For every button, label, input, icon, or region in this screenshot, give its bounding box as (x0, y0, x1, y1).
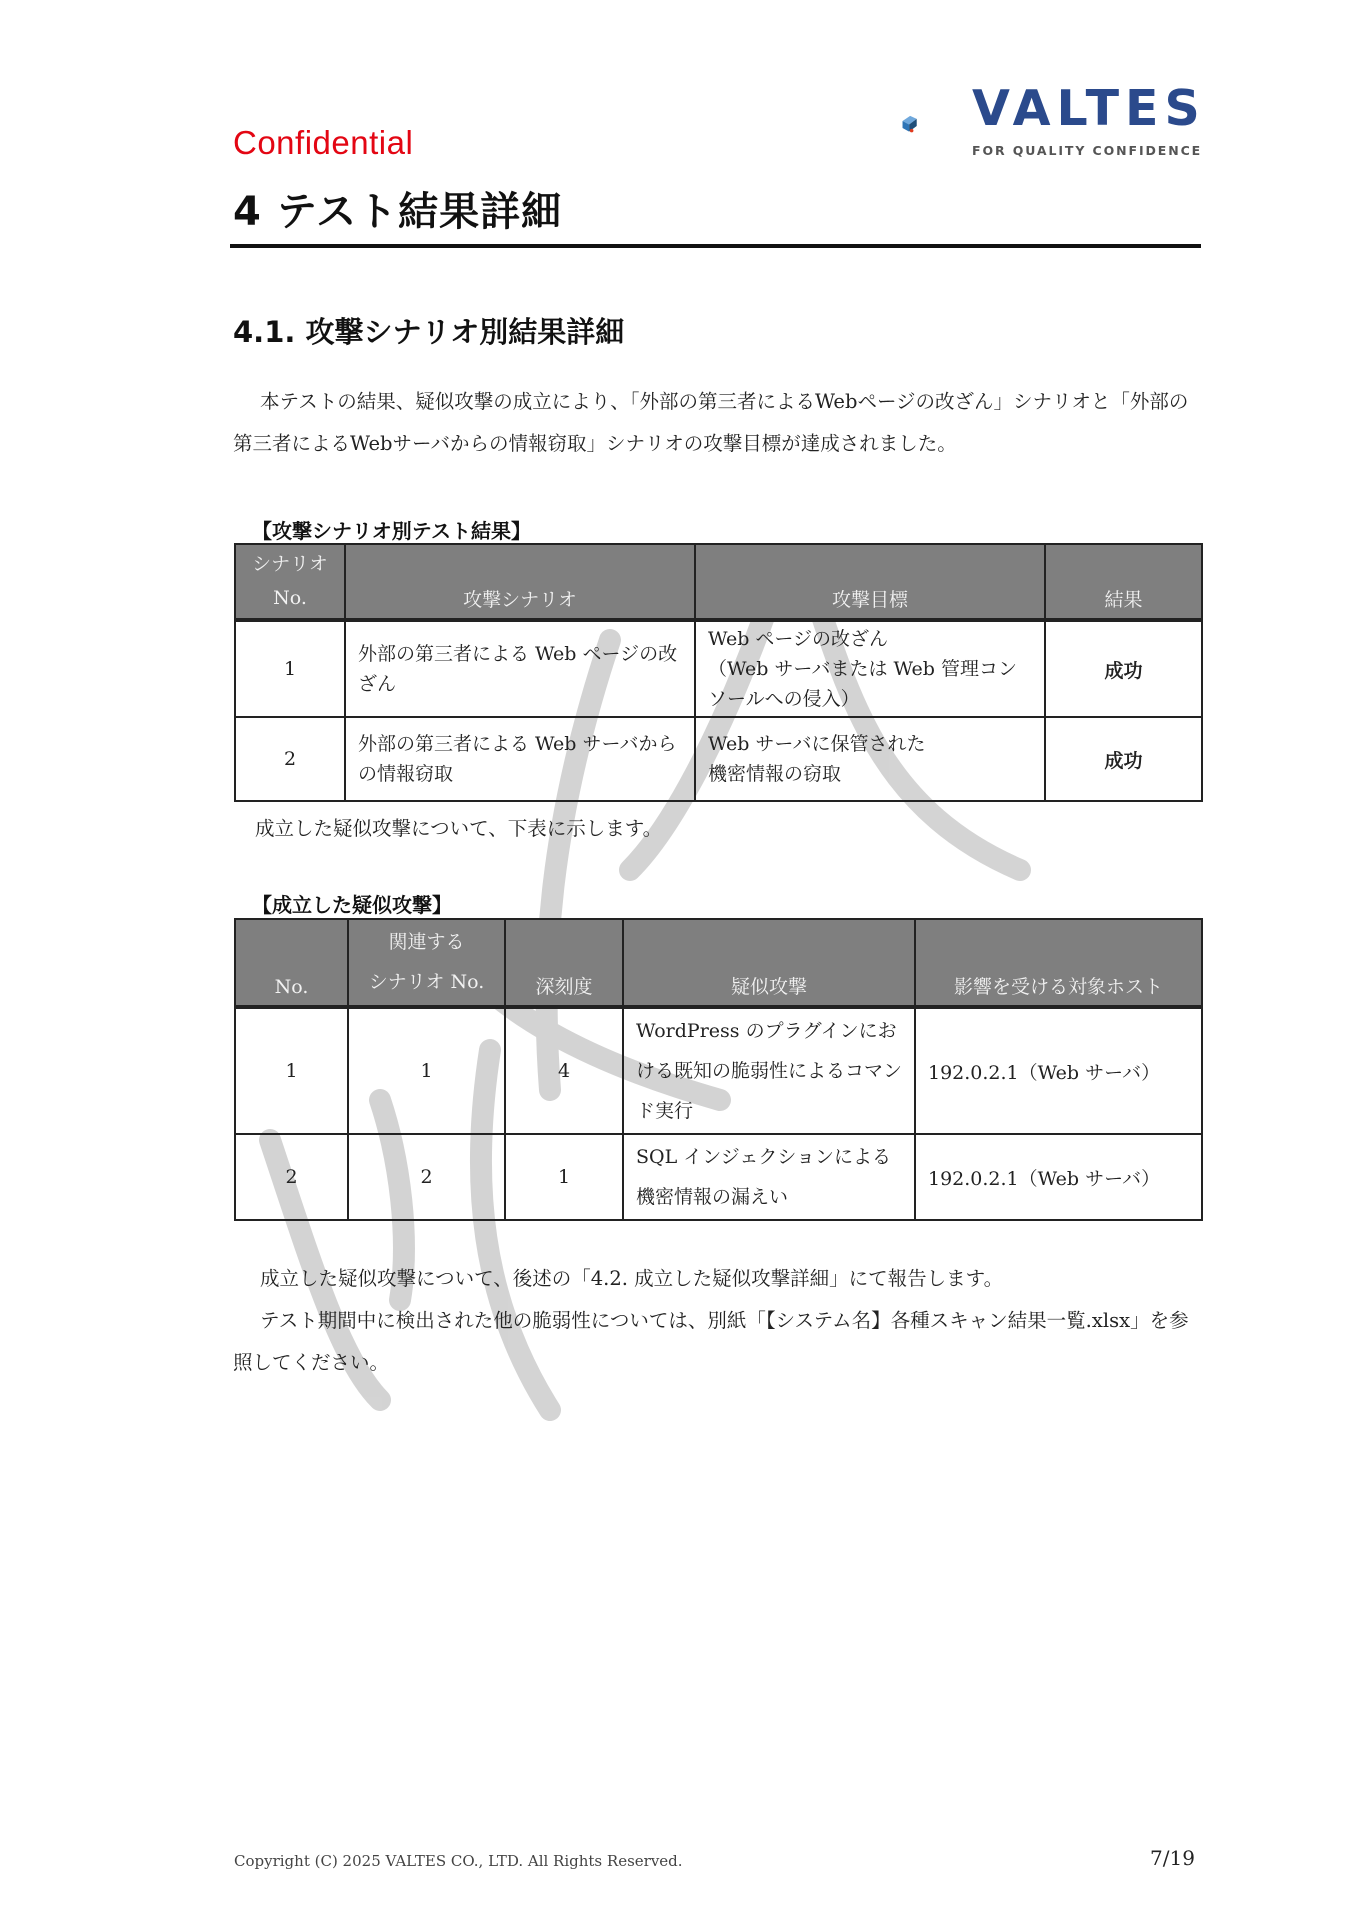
table-row (235, 1007, 1202, 1134)
severity-cell: 1 (505, 1134, 623, 1220)
logo-tagline: FOR QUALITY CONFIDENCE (972, 143, 1203, 158)
table-row (235, 620, 1202, 717)
header-rule (230, 244, 1201, 248)
attack-table-caption: 【成立した疑似攻撃】 (252, 893, 452, 917)
attack-no-cell: 1 (235, 1007, 348, 1134)
scenario-results-table (234, 543, 1203, 802)
header-no: No. (235, 919, 348, 1007)
table-row (235, 1134, 1202, 1220)
severity-cell: 4 (505, 1007, 623, 1134)
scenario-cell: 外部の第三者による Web サーバからの情報窃取 (345, 717, 695, 801)
scenario-table-caption: 【攻撃シナリオ別テスト結果】 (252, 519, 531, 543)
attack-no-cell: 2 (235, 1134, 348, 1220)
scenario-cell: 外部の第三者による Web ページの改ざん (345, 620, 695, 717)
header-attack: 疑似攻撃 (623, 919, 915, 1007)
closing-paragraph-2: テスト期間中に検出された他の脆弱性については、別紙「【システム名】各種スキャン結果一覧.xlsx」を参照してください。 (233, 1309, 1189, 1374)
page-number: 7/19 (1150, 1846, 1195, 1870)
section-title: 4.1. 攻撃シナリオ別結果詳細 (233, 315, 625, 349)
attack-table (234, 918, 1203, 1221)
header-attack-goal: 攻撃目標 (695, 544, 1045, 620)
attack-cell: SQL インジェクションによる機密情報の漏えい (623, 1134, 915, 1220)
header-target-host: 影響を受ける対象ホスト (915, 919, 1202, 1007)
valtes-logo-icon (900, 84, 976, 164)
attack-cell: WordPress のプラグインにおける既知の脆弱性によるコマンド実行 (623, 1007, 915, 1134)
header-related-scenario: 関連する シナリオ No. (348, 919, 505, 1007)
scenario-no-cell: 1 (235, 620, 345, 717)
mid-text: 成立した疑似攻撃について、下表に示します。 (255, 817, 663, 840)
closing-paragraph-1: 成立した疑似攻撃について、後述の「4.2. 成立した疑似攻撃詳細」にて報告します。 (260, 1267, 1004, 1290)
chapter-title: 4 テスト結果詳細 (233, 189, 563, 235)
target-host-cell: 192.0.2.1（Web サーバ） (915, 1007, 1202, 1134)
header-attack-scenario: 攻撃シナリオ (345, 544, 695, 620)
result-cell: 成功 (1045, 620, 1202, 717)
intro-paragraph: 本テストの結果、疑似攻撃の成立により、「外部の第三者によるWebページの改ざん」シナリオと「外部の第三者によるWebサーバからの情報窃取」シナリオの攻撃目標が達成されました。 (233, 390, 1189, 455)
target-host-cell: 192.0.2.1（Web サーバ） (915, 1134, 1202, 1220)
related-scenario-cell: 1 (348, 1007, 505, 1134)
logo-wordmark: VALTES (972, 80, 1206, 137)
scenario-no-cell: 2 (235, 717, 345, 801)
copyright: Copyright (C) 2025 VALTES CO., LTD. All Rights Reserved. (234, 1852, 683, 1870)
goal-cell: Web ページの改ざん （Web サーバまたは Web 管理コンソールへの侵入） (695, 620, 1045, 717)
result-cell: 成功 (1045, 717, 1202, 801)
goal-cell: Web サーバに保管された 機密情報の窃取 (695, 717, 1045, 801)
header-scenario-no: シナリオ No. (235, 544, 345, 620)
table-row (235, 717, 1202, 801)
header-result: 結果 (1045, 544, 1202, 620)
header-severity: 深刻度 (505, 919, 623, 1007)
confidential-label: Confidential (233, 124, 414, 161)
related-scenario-cell: 2 (348, 1134, 505, 1220)
